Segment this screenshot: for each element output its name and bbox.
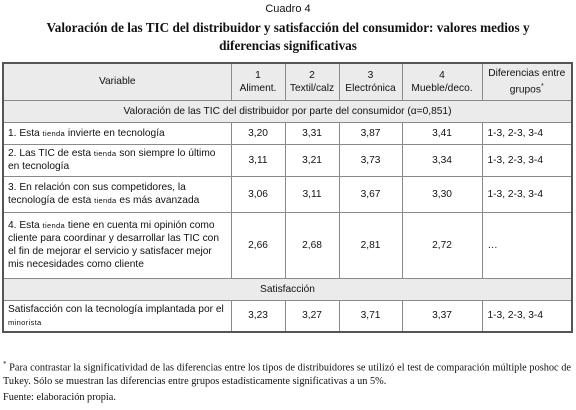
differences-cell: 1-3, 2-3, 3-4 [482,122,572,144]
header-col-4-num: 4 [439,69,445,81]
variable-text-pre: 3. En relación con sus competidores, la tecnología de esta [8,182,186,206]
variable-text-post: tiene en cuenta mi opinión como cliente para coordinar y desarrollar las TIC con el fin de mejorar el servicio y satisfacer mejor mis necesidades como cliente [8,220,220,270]
header-diff-line-2 [487,80,568,96]
header-variable: Variable [3,63,231,100]
header-diff-line-1: Diferencias entre [488,68,566,80]
variable-text-pre: 2. Las TIC de esta [8,148,94,159]
value-cell-col-3: 3,73 [339,144,402,176]
value-cell-col-2: 3,21 [285,144,339,176]
variable-cell [3,122,231,144]
value-cell-col-3: 3,87 [339,122,402,144]
header-col-4 [402,63,482,100]
table-row [3,122,572,144]
header-col-2 [285,63,339,100]
header-col-3-name: Electrónica [345,82,396,94]
header-col-3-num: 3 [367,69,374,81]
value-cell-col-3: 3,71 [339,300,402,332]
value-cell-col-1: 3,06 [231,176,285,212]
footnote [3,357,571,389]
table-row [3,300,572,332]
section-2-rows [3,300,572,332]
header-diff-text: grupos [509,84,541,96]
variable-text-sc: tienda [94,196,117,205]
value-cell-col-4: 2,72 [402,212,482,278]
variable-text-pre: 4. Esta [8,220,43,231]
differences-cell: … [482,212,572,278]
header-col-2-num: 2 [309,69,315,81]
source-note: Fuente: elaboración propia. [3,392,116,403]
value-cell-col-2: 2,68 [285,212,339,278]
variable-text-pre: Satisfacción con la tecnología implantada por el [8,303,224,315]
section-title-tic: Valoración de las TIC del distribuidor por parte del consumidor (α=0,851) [3,100,572,122]
header-col-1 [231,63,285,100]
variable-text-post: invierte en tecnología [65,127,165,139]
header-differences [482,63,572,100]
table-title [10,19,566,55]
footnote-mark: * [3,360,7,368]
header-col-1-name: Aliment. [239,82,277,94]
variable-text-post: son siempre lo último en tecnología [8,148,216,172]
table-row [3,176,572,212]
footnote-marker: * [540,83,544,91]
title-line-1: Valoración de las TIC del distribuidor y satisfacción del consumidor: valores medios y [46,20,530,35]
differences-cell: 1-3, 2-3, 3-4 [482,176,572,212]
table-caption: Cuadro 4 [265,3,311,15]
differences-cell: 1-3, 2-3, 3-4 [482,300,572,332]
results-table [2,62,573,333]
footnote-text: Para contrastar la significatividad de las diferencias entre los tipos de distribuidores se utilizó el test de comparación múltiple poshoc de Tukey. Sólo se muestran las diferencias entre grupos estadísticamente significativas a un 5%. [3,362,571,388]
table-row [3,144,572,176]
variable-cell [3,176,231,212]
value-cell-col-1: 3,11 [231,144,285,176]
variable-text-pre: 1. Esta [8,127,43,139]
variable-text-sc: tienda [93,149,117,158]
variable-text-sc: tienda [42,128,66,138]
variable-cell [3,144,231,176]
value-cell-col-1: 2,66 [231,212,285,278]
value-cell-col-1: 3,23 [231,300,285,332]
value-cell-col-1: 3,20 [231,122,285,144]
value-cell-col-3: 2,81 [339,212,402,278]
value-cell-col-2: 3,11 [285,176,339,212]
value-cell-col-3: 3,67 [339,176,402,212]
section-row [3,278,572,300]
header-col-3 [339,63,402,100]
variable-cell [3,212,231,278]
value-cell-col-2: 3,27 [285,300,339,332]
variable-text-post: es más avanzada [116,195,200,206]
value-cell-col-4: 3,37 [402,300,482,332]
section-title-satisfaction: Satisfacción [3,278,572,300]
differences-cell: 1-3, 2-3, 3-4 [482,144,572,176]
title-line-2: diferencias significativas [219,38,357,53]
value-cell-col-2: 3,31 [285,122,339,144]
header-col-4-name: Mueble/deco. [411,82,473,94]
variable-text-sc: tienda [42,221,66,230]
value-cell-col-4: 3,41 [402,122,482,144]
variable-text-sc: minorista [8,317,42,327]
section-row [3,100,572,122]
value-cell-col-4: 3,34 [402,144,482,176]
value-cell-col-4: 3,30 [402,176,482,212]
section-1-rows [3,122,572,278]
table-row [3,212,572,278]
header-row [3,63,572,100]
header-col-1-num: 1 [255,69,261,81]
header-col-2-name: Textil/calz [289,82,335,94]
variable-cell [3,300,231,332]
